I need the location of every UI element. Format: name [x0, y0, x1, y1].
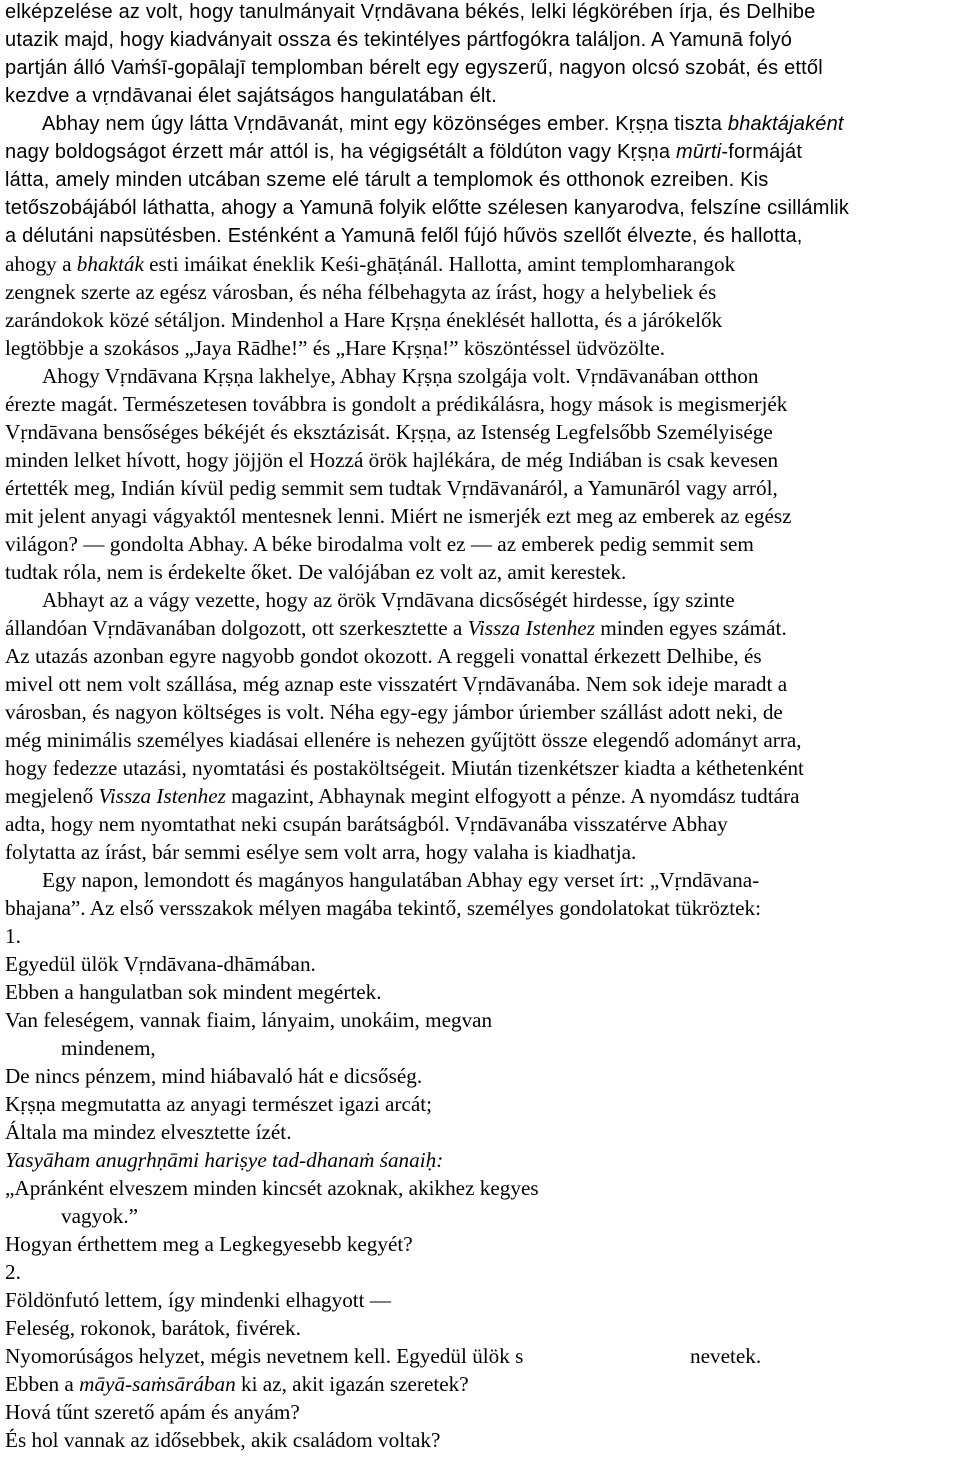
text-run: ki az, akit igazán szeretek? — [235, 1372, 469, 1396]
text-run: esti imáikat éneklik Keśi-ghāṭánál. Hallotta, amint templomharangok — [143, 252, 736, 276]
verse-line: Hogyan érthettem meg a Legkegyesebb kegyét? — [5, 1232, 413, 1256]
italic-term: mūrti — [675, 141, 722, 163]
text-line: bhajana”. Az első versszakok mélyen magába tekintő, személyes gondolatokat tükröztek: — [5, 896, 762, 920]
verse-number: 1. — [5, 924, 21, 948]
text-line: Egy napon, lemondott és magányos hangulatában Abhay egy verset írt: „Vṛndāvana- — [42, 868, 760, 892]
text-line — [5, 138, 802, 166]
italic-term: bhakták — [76, 252, 144, 276]
text-run: Nyomorúságos helyzet, mégis nevetnem kell. Egyedül ülök s — [5, 1344, 524, 1368]
text-run: ahogy a — [5, 252, 77, 276]
text-line: mit jelent anyagi vágyaktól mentesnek lenni. Miért ne ismerjék ezt meg az emberek az egész — [5, 504, 792, 528]
verse-line: Egyedül ülök Vṛndāvana-dhāmában. — [5, 952, 316, 976]
text-run: megjelenő — [5, 784, 99, 808]
text-line — [5, 782, 800, 810]
text-line: érezte magát. Természetesen továbbra is gondolt a prédikálásra, hogy mások is megismerjék — [5, 392, 788, 416]
text-line: még minimális személyes kiadásai ellenére is nehezen gyűjtött össze elegendő adományt arra, — [5, 728, 802, 752]
text-line: utazik majd, hogy kiadványait ossza és tekintélyes pártfogókra találjon. A Yamunā folyó — [5, 29, 793, 51]
text-run: magazint, Abhaynak megint elfogyott a pénze. A nyomdász tudtára — [225, 784, 800, 808]
verse-line — [5, 1342, 960, 1370]
verse-line: „Apránként elveszem minden kincsét azoknak, akikhez kegyes — [5, 1176, 539, 1200]
text-line — [42, 110, 844, 138]
text-line: folytatta az írást, bár semmi esélye sem volt arra, hogy valaha is kiadhatja. — [5, 840, 637, 864]
text-line: mivel ott nem volt szállása, még aznap este visszatért Vṛndāvanába. Nem sok ideje maradt a — [5, 672, 788, 696]
text-run: Ebben a — [5, 1372, 80, 1396]
text-line: elképzelése az volt, hogy tanulmányait Vṛndāvana békés, lelki légkörében írja, és Delhibe — [5, 1, 816, 23]
text-line: tudtak róla, nem is érdekelte őket. De valójában ez volt az, amit kerestek. — [5, 560, 627, 584]
text-line: világon? — gondolta Abhay. A béke birodalma volt ez — az emberek pedig semmit sem — [5, 532, 754, 556]
verse-line: Általa ma mindez elvesztette ízét. — [5, 1120, 292, 1144]
text-line: Abhayt az a vágy vezette, hogy az örök Vṛndāvana dicsőségét hirdesse, így szinte — [42, 588, 735, 612]
text-line: Ahogy Vṛndāvana Kṛṣṇa lakhelye, Abhay Kṛṣṇa szolgája volt. Vṛndāvanában otthon — [42, 364, 759, 388]
text-run: nevetek. — [690, 1344, 762, 1368]
text-run: nagy boldogságot érzett már attól is, ha végigsétált a földúton vagy Kṛṣṇa — [5, 141, 676, 163]
text-run: minden egyes számát. — [594, 616, 787, 640]
verse-line: Kṛṣṇa megmutatta az anyagi természet igazi arcát; — [5, 1092, 433, 1116]
text-line: adta, hogy nem nyomtathat neki csupán barátságból. Vṛndāvanába visszatérve Abhay — [5, 812, 728, 836]
text-line: hogy fedezze utazási, nyomtatási és postaköltségeit. Miután tizenkétszer kiadta a kéthetenként — [5, 756, 804, 780]
text-line — [5, 250, 735, 278]
verse-line — [5, 1146, 443, 1174]
text-line: látta, amely minden utcában szeme elé tárult a templomok és otthonok ezreiben. Kis — [5, 169, 769, 191]
text-line: városban, és nagyon költséges is volt. Néha egy-egy jámbor úriember szállást adott neki, de — [5, 700, 783, 724]
italic-term: māyā-saṁsārában — [79, 1372, 236, 1396]
text-line: Az utazás azonban egyre nagyobb gondot okozott. A reggeli vonattal érkezett Delhibe, és — [5, 644, 762, 668]
italic-term: Vissza Istenhez — [467, 616, 595, 640]
text-line: a délutáni napsütésben. Esténként a Yamunā felől fújó hűvös szellőt élvezte, és hallotta, — [5, 225, 803, 247]
verse-line: De nincs pénzem, mind hiábavaló hát e dicsőség. — [5, 1064, 423, 1088]
text-line: kezdve a vṛndāvanai élet sajátságos hangulatában élt. — [5, 85, 498, 107]
italic-term: Yasyāham anugṛhṇāmi hariṣye tad-dhanaṁ śanaiḥ: — [5, 1148, 444, 1172]
text-line — [5, 614, 787, 642]
verse-line: Ebben a hangulatban sok mindent megértek. — [5, 980, 382, 1004]
text-line: partján álló Vaṁśī-gopālajī templomban bérelt egy egyszerű, nagyon olcsó szobát, és ettől — [5, 57, 823, 79]
text-run: -formáját — [721, 141, 803, 163]
text-line: értették meg, Indián kívül pedig semmit sem tudtak Vṛndāvanáról, a Yamunāról vagy arról, — [5, 476, 778, 500]
verse-line: Feleség, rokonok, barátok, fivérek. — [5, 1316, 301, 1340]
italic-term: bhaktájaként — [727, 113, 844, 135]
text-line: zarándokok közé sétáljon. Mindenhol a Hare Kṛṣṇa éneklését hallotta, és a járókelők — [5, 308, 723, 332]
text-line: legtöbbje a szokásos „Jaya Rādhe!” és „Hare Kṛṣṇa!” köszöntéssel üdvözölte. — [5, 336, 666, 360]
verse-number: 2. — [5, 1260, 21, 1284]
verse-line — [5, 1370, 469, 1398]
verse-line: vagyok.” — [61, 1204, 139, 1228]
text-line: Vṛndāvana bensőséges békéjét és eksztázisát. Kṛṣṇa, az Istenség Legfelsőbb Személyisége — [5, 420, 773, 444]
text-line: tetőszobájából láthatta, ahogy a Yamunā folyik előtte szélesen kanyarodva, felszíne csillámlik — [5, 197, 850, 219]
text-line: zengnek szerte az egész városban, és néha félbehagyta az írást, hogy a helybeliek és — [5, 280, 717, 304]
verse-line: Hová tűnt szerető apám és anyám? — [5, 1400, 300, 1424]
italic-term: Vissza Istenhez — [98, 784, 226, 808]
verse-line: És hol vannak az idősebbek, akik családom voltak? — [5, 1428, 441, 1452]
verse-line: Van feleségem, vannak fiaim, lányaim, unokáim, megvan — [5, 1008, 493, 1032]
verse-line: Földönfutó lettem, így mindenki elhagyott — — [5, 1288, 392, 1312]
verse-line: mindenem, — [61, 1036, 156, 1060]
text-run: állandóan Vṛndāvanában dolgozott, ott szerkesztette a — [5, 616, 468, 640]
text-line: minden lelket hívott, hogy jöjjön el Hozzá örök hajlékára, de még Indiában is csak kevesen — [5, 448, 779, 472]
text-run: Abhay nem úgy látta Vṛndāvanát, mint egy közönséges ember. Kṛṣṇa tiszta — [42, 113, 728, 135]
